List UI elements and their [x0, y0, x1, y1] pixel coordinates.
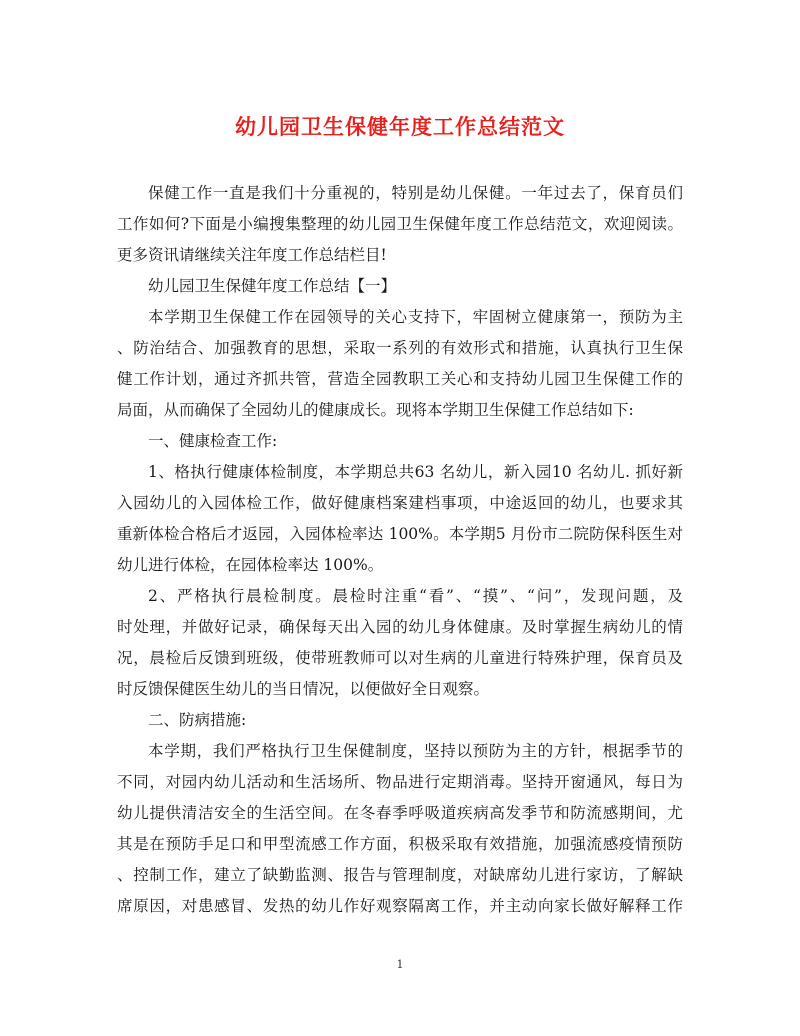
paragraph-line: 本学期卫生保健工作在园领导的关心支持下，牢固树立健康第一，预防为主 [148, 308, 683, 326]
paragraph-line: 工作如何?下面是小编搜集整理的幼儿园卫生保健年度工作总结范文，欢迎阅读。 [117, 215, 683, 233]
paragraph-line: 入园幼儿的入园体检工作，做好健康档案建档事项，中途返回的幼儿，也要求其 [117, 494, 683, 512]
document-title: 幼儿园卫生保健年度工作总结范文 [235, 114, 565, 139]
section-heading: 一、健康检查工作: [148, 432, 278, 450]
section-heading: 幼儿园卫生保健年度工作总结【一】 [148, 277, 397, 295]
paragraph-line: 健工作计划，通过齐抓共管，营造全园教职工关心和支持幼儿园卫生保健工作的 [117, 370, 683, 388]
paragraph-line: 幼儿提供清洁安全的生活空间。在冬春季呼吸道疾病高发季节和防流感期间，尤 [117, 804, 683, 822]
paragraph-line: 幼儿进行体检，在园体检率达 100%。 [117, 556, 384, 574]
paragraph-line: 时反馈保健医生幼儿的当日情况，以便做好全日观察。 [117, 680, 490, 698]
paragraph-line: 保健工作一直是我们十分重视的，特别是幼儿保健。一年过去了，保育员们 [148, 184, 683, 202]
paragraph-line: 况，晨检后反馈到班级，使带班教师可以对生病的儿童进行特殊护理，保育员及 [117, 649, 683, 667]
paragraph-line: 时处理，并做好记录，确保每天出入园的幼儿身体健康。及时掌握生病幼儿的情 [117, 618, 683, 636]
paragraph-line: 局面，从而确保了全园幼儿的健康成长。现将本学期卫生保健工作总结如下: [117, 401, 634, 419]
paragraph-line: 、控制工作，建立了缺勤监测、报告与管理制度，对缺席幼儿进行家访，了解缺 [117, 866, 683, 884]
paragraph-line: 1、格执行健康体检制度，本学期总共63 名幼儿，新入园10 名幼儿. 抓好新 [148, 463, 683, 481]
document-body [117, 178, 683, 922]
paragraph-line: 席原因，对患感冒、发热的幼儿作好观察隔离工作，并主动向家长做好解释工作 [117, 897, 683, 915]
paragraph-line: 2、严格执行晨检制度。晨检时注重“看”、“摸”、“问”，发现问题，及 [148, 587, 683, 605]
paragraph-line: 不同，对园内幼儿活动和生活场所、物品进行定期消毒。坚持开窗通风，每日为 [117, 773, 683, 791]
paragraph-line: 、防治结合、加强教育的思想，采取一系列的有效形式和措施，认真执行卫生保 [117, 339, 683, 357]
page-number: 1 [396, 958, 404, 971]
paragraph-line: 更多资讯请继续关注年度工作总结栏目! [117, 246, 387, 264]
paragraph-line: 重新体检合格后才返园，入园体检率达 100%。本学期5 月份市二院防保科医生对 [117, 525, 683, 543]
section-heading: 二、防病措施: [148, 711, 247, 729]
paragraph-line: 其是在预防手足口和甲型流感工作方面，积极采取有效措施，加强流感疫情预防 [117, 835, 683, 853]
paragraph-line: 本学期，我们严格执行卫生保健制度，坚持以预防为主的方针，根据季节的 [148, 742, 683, 760]
